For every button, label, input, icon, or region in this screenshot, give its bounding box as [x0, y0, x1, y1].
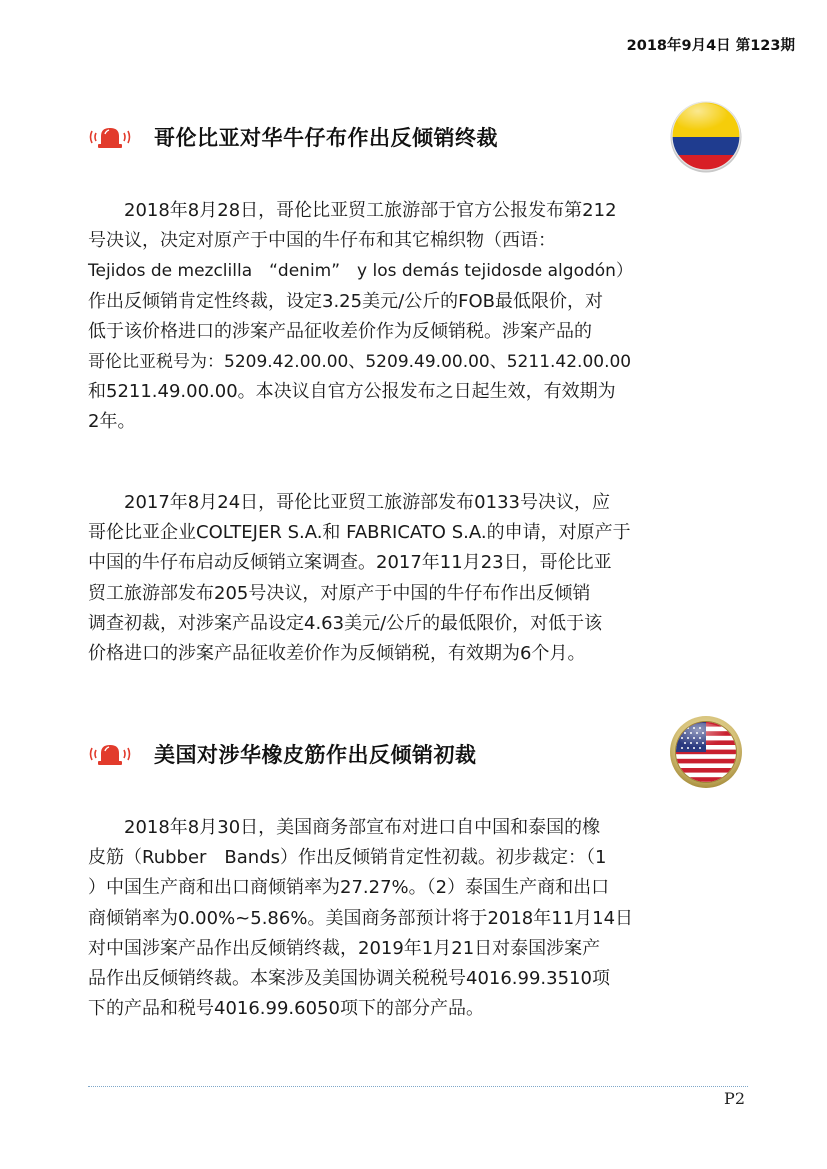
text-line: ）中国生产商和出口商倾销率为27.27%。（2）泰国生产商和出口	[88, 877, 610, 899]
section-heading: 美国对涉华橡皮筋作出反倾销初裁	[154, 743, 477, 767]
text-line: 哥伦比亚企业COLTEJER S.A.和 FABRICATO S.A.的申请，对原产于	[88, 522, 631, 544]
issue-date: 2018年9月4日 第123期	[626, 38, 795, 54]
text-line: 调查初裁，对涉案产品设定4.63美元/公斤的最低限价，对低于该	[88, 612, 603, 634]
text-line: Tejidos de mezclilla “denim” y los demás tejidosde algodón）	[88, 261, 633, 282]
text-line: 价格进口的涉案产品征收差价作为反倾销税，有效期为6个月。	[88, 643, 586, 665]
text-line: 和5211.49.00.00。本决议自官方公报发布之日起生效，有效期为	[88, 381, 616, 403]
paragraph	[88, 196, 740, 438]
text-line: 商倾销率为0.00%~5.86%。美国商务部预计将于2018年11月14日	[88, 907, 634, 929]
text-line: 下的产品和税号4016.99.6050项下的部分产品。	[88, 998, 484, 1020]
alarm-bell-icon	[88, 124, 132, 150]
text-line: 2018年8月28日，哥伦比亚贸工旅游部于官方公报发布第212	[88, 200, 617, 221]
section-title-usa	[88, 739, 477, 769]
paragraph	[88, 813, 740, 1024]
text-line: 中国的牛仔布启动反倾销立案调查。2017年11月23日，哥伦比亚	[88, 552, 612, 574]
text-line: 哥伦比亚税号为：5209.42.00.00、5209.49.00.00、5211.42.00.00	[88, 352, 632, 373]
text-line: 皮筋（Rubber Bands）作出反倾销肯定性初裁。初步裁定：（1	[88, 847, 607, 869]
section-heading: 哥伦比亚对华牛仔布作出反倾销终裁	[154, 126, 498, 150]
text-line: 对中国涉案产品作出反倾销终裁，2019年1月21日对泰国涉案产	[88, 937, 601, 959]
text-line: 2017年8月24日，哥伦比亚贸工旅游部发布0133号决议，应	[88, 492, 610, 513]
text-line: 品作出反倾销终裁。本案涉及美国协调关税税号4016.99.3510项	[88, 968, 610, 990]
text-line: 低于该价格进口的涉案产品征收差价作为反倾销税。涉案产品的	[88, 320, 592, 342]
alarm-bell-icon	[88, 741, 132, 767]
usa-flag-icon	[669, 715, 743, 789]
footer-divider	[88, 1086, 748, 1087]
text-line: 2年。	[88, 411, 136, 433]
text-line: 贸工旅游部发布205号决议，对原产于中国的牛仔布作出反倾销	[88, 582, 591, 604]
text-line: 号决议，决定对原产于中国的牛仔布和其它棉织物（西语：	[88, 230, 556, 252]
text-line: 2018年8月30日，美国商务部宣布对进口自中国和泰国的橡	[88, 817, 601, 838]
text-line: 作出反倾销肯定性终裁，设定3.25美元/公斤的FOB最低限价，对	[88, 290, 604, 312]
section-title-colombia	[88, 122, 498, 152]
paragraph	[88, 488, 740, 669]
page-number: P2	[724, 1089, 745, 1108]
colombia-flag-icon	[669, 99, 743, 173]
